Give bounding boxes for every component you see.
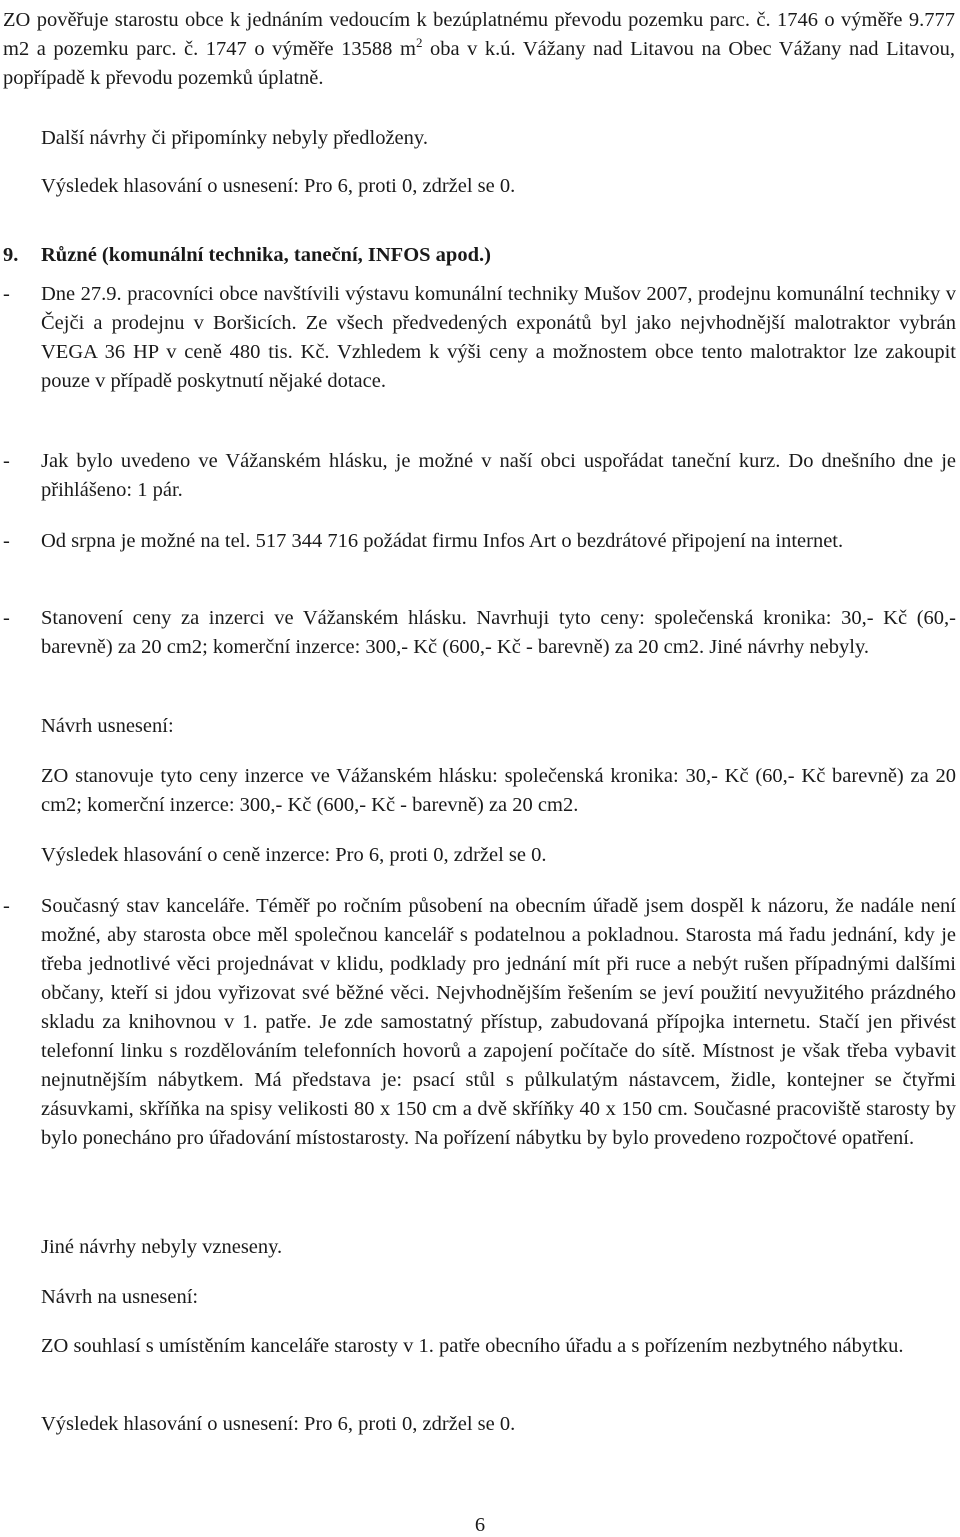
vote-result-2: Výsledek hlasování o ceně inzerce: Pro 6, proti 0, zdržel se 0. [41,844,547,866]
no-other-proposals-2: Jiné návrhy nebyly vzneseny. [41,1236,283,1258]
resolution-proposal-label-2: Návrh na usnesení: [41,1286,199,1308]
bullet-dash: - [3,450,10,472]
bullet-dash: - [3,895,10,917]
transfer-resolution-text-cont: oba v k.ú. Vážany nad Litavou na Obec Vážany nad Litavou, popřípadě k převodu pozemků úplatně. [3,38,955,89]
office-resolution: ZO souhlasí s umístěním kanceláře starosty v 1. patře obecního úřadu a s pořízením nezbytného nábytku. [41,1335,904,1357]
transfer-resolution-text: ZO pověřuje starostu obce k jednáním vedoucím k bezúplatnému převodu pozemku parc. č. 1746 o výměře 9.777 m2 a pozemku parc. č. 1747 o výměře 13588 m [3,9,955,60]
list-item-machinery-text: Dne 27.9. pracovníci obce navštívili výstavu komunální techniky Mušov 2007, prodejnu komunální techniky v Čejči a prodejnu v Boršicích. Ze všech předvedených exponátů byl jako nejvhodnější malotraktor vybrán VEGA 36 HP v ceně 480 tis. Kč. Vzhledem k výši ceny a možnostem obce tento malotraktor lze zakoupit pouze v případě poskytnutí nějaké dotace. [41,283,956,392]
bullet-dash: - [3,283,10,305]
transfer-resolution-paragraph [3,6,955,93]
list-item-internet-text: Od srpna je možné na tel. 517 344 716 požádat firmu Infos Art o bezdrátové připojení na internet. [41,530,844,552]
resolution-proposal-label: Návrh usnesení: [41,715,174,737]
square-meter-superscript: 2 [415,35,423,50]
list-item-office-text: Současný stav kanceláře. Téměř po ročním působení na obecním úřadě jsem dospěl k názoru, že nadále není možné, aby starosta obce měl společnou kancelář s podatelnou a pokladnou. Starosta má řadu jednání, kdy je třeba jednotlivé věci projednávat v klidu, podklady pro jednání mít při ruce a nebýt rušen případnými dalšími občany, kteří si jdou vyřizovat své běžné věci. Nejvhodnějším řešením se jeví použití nevyužitého prázdného skladu za knihovnou v 1. patře. Je zde samostatný přístup, zabudovaná přípojka internetu. Stačí jen přivést telefonní linku s rozdělováním telefonních hovorů a zapojení počítače do sítě. Místnost je však třeba vybavit nejnutnějším nábytkem. Má představa je: psací stůl s půlkulatým nástavcem, židle, kontejner se čtyřmi zásuvkami, skříňka na spisy velikosti 80 x 150 cm a dvě skříňky 40 x 150 cm. Současné pracoviště starosty by bylo ponecháno pro úřadování místostarosty. Na pořízení nábytku by bylo provedeno rozpočtové opatření. [41,895,956,1149]
list-item-advert-prices-text: Stanovení ceny za inzerci ve Vážanském hlásku. Navrhuji tyto ceny: společenská kronika: 30,- Kč (60,- barevně) za 20 cm2; komerční inzerce: 300,- Kč (600,- Kč - barevně) za 20 cm2. Jiné návrhy nebyly. [41,607,956,658]
bullet-dash: - [3,530,10,552]
bullet-dash: - [3,607,10,629]
section-title: Různé (komunální technika, taneční, INFOS apod.) [41,244,491,266]
section-number: 9. [3,244,19,266]
page-number: 6 [474,1514,486,1536]
list-item-dance-course-text: Jak bylo uvedeno ve Vážanském hlásku, je možné v naší obci uspořádat taneční kurz. Do dnešního dne je přihlášeno: 1 pár. [41,450,956,501]
vote-result-3: Výsledek hlasování o usnesení: Pro 6, proti 0, zdržel se 0. [41,1413,516,1435]
section-heading [3,241,491,270]
no-other-proposals: Další návrhy či připomínky nebyly předloženy. [41,127,428,149]
vote-result-1: Výsledek hlasování o usnesení: Pro 6, proti 0, zdržel se 0. [41,175,516,197]
advert-prices-resolution: ZO stanovuje tyto ceny inzerce ve Vážanském hlásku: společenská kronika: 30,- Kč (60,- Kč barevně) za 20 cm2; komerční inzerce: 300,- Kč (600,- Kč - barevně) za 20 cm2. [41,765,956,816]
